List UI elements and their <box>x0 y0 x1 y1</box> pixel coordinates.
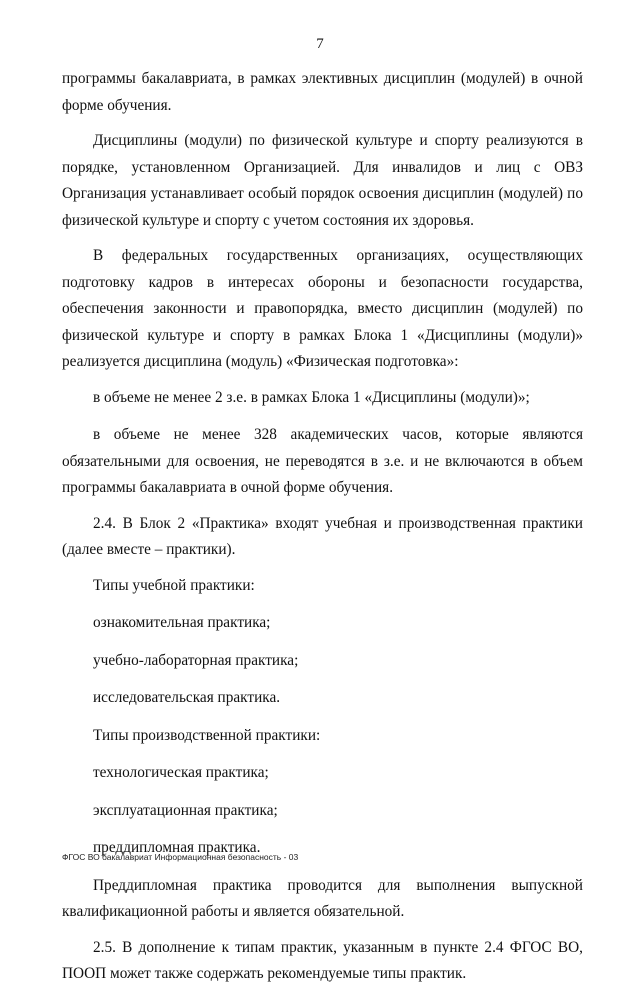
paragraph-federal-organizations: В федеральных государственных организациях, осуществляющих подготовку кадров в интересах обороны и безопасности государства, обеспечения законности и правопорядка, вместо дисциплин (модулей) по физической культуре и спорту в рамках Блока 1 «Дисциплины (модули)» реализуется дисциплина (модуль) «Физическая подготовка»: <box>62 247 583 370</box>
list-item: ознакомительная практика; <box>93 614 271 631</box>
list-item: учебно-лабораторная практика; <box>93 651 299 669</box>
paragraph-physical-culture: Дисциплины (модули) по физической культуре и спорту реализуются в порядке, установленном Организацией. Для инвалидов и лиц с ОВЗ Организация устанавливает особый порядок освоения дисциплин (модулей) по физической культуре и спорту с учетом состояния их здоровья. <box>62 132 583 229</box>
list-item: технологическая практика; <box>93 764 269 781</box>
paragraph-continuation: программы бакалавриата, в рамках элективных дисциплин (модулей) в очной форме обучения. <box>62 70 583 114</box>
list-heading-production-practice: Типы производственной практики: <box>93 726 321 744</box>
paragraph-pre-diploma: Преддипломная практика проводится для выполнения выпускной квалификационной работы и является обязательной. <box>62 876 583 920</box>
list-item: эксплуатационная практика; <box>93 801 278 819</box>
paragraph-volume-credits: в объеме не менее 2 з.е. в рамках Блока 1 «Дисциплины (модули)»; <box>93 388 530 406</box>
page-footer: ФГОС ВО бакалавриат Информационная безопасность - 03 <box>62 852 299 862</box>
list-item: преддипломная практика. <box>93 839 261 856</box>
paragraph-volume-hours: в объеме не менее 328 академических часов, которые являются обязательными для освоения, не переводятся в з.е. и не включаются в объем программы бакалавриата в очной форме обучения. <box>62 426 583 496</box>
list-item: исследовательская практика. <box>93 689 281 706</box>
paragraph-section-2-5: 2.5. В дополнение к типам практик, указанным в пункте 2.4 ФГОС ВО, ПООП может также содержать рекомендуемые типы практик. <box>62 938 583 982</box>
page-number: 7 <box>316 36 324 52</box>
list-heading-educational-practice: Типы учебной практики: <box>93 576 255 594</box>
paragraph-block-2: 2.4. В Блок 2 «Практика» входят учебная и производственная практики (далее вместе – практики). <box>62 514 583 558</box>
